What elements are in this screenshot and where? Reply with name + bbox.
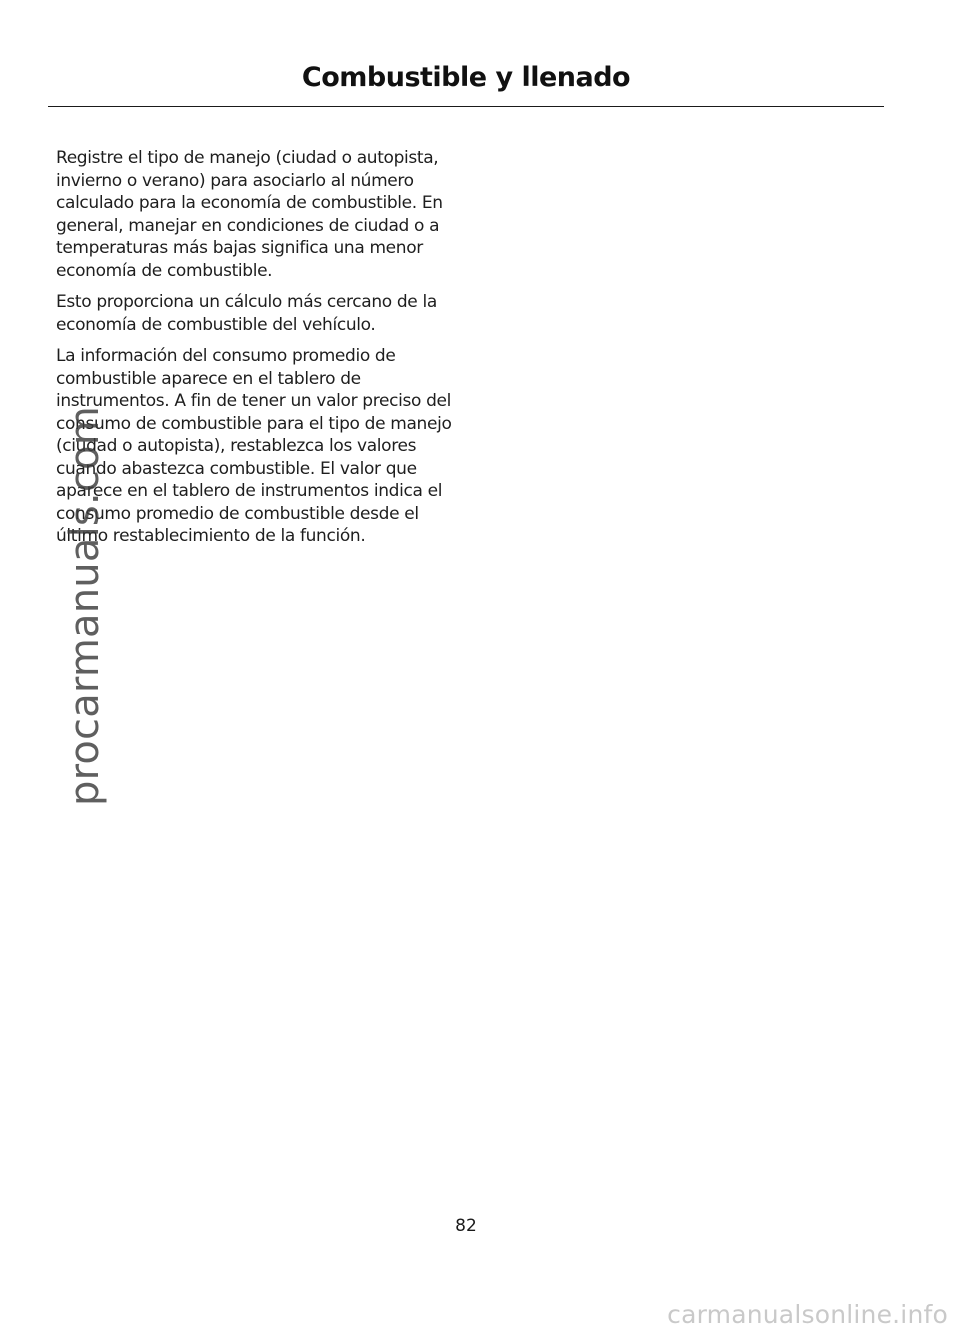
footer-watermark: carmanualsonline.info <box>667 1300 948 1329</box>
side-watermark: procarmanuals.com <box>62 406 108 806</box>
page-title: Combustible y llenado <box>301 62 631 93</box>
header-divider <box>48 106 884 107</box>
page-number: 82 <box>455 1216 477 1236</box>
body-paragraph-2: Esto proporciona un cálculo más cercano de la economía de combustible del vehículo. <box>56 292 437 335</box>
body-paragraph-3: La información del consumo promedio de combustible aparece en el tablero de instrumentos. A fin de tener un valor preciso del consumo de combustible para el tipo de manejo (ciudad o autopista), restablezca los valores cuando abastezca combustible. El valor que aparece en el tablero de instrumentos indica el consumo promedio de combustible desde el último restablecimiento de la función. <box>56 346 452 546</box>
page-header <box>48 58 884 98</box>
body-text-column <box>56 147 452 557</box>
body-paragraph-1: Registre el tipo de manejo (ciudad o autopista, invierno o verano) para asociarlo al número calculado para la economía de combustible. En general, manejar en condiciones de ciudad o a temperaturas más bajas significa una menor economía de combustible. <box>56 148 443 281</box>
